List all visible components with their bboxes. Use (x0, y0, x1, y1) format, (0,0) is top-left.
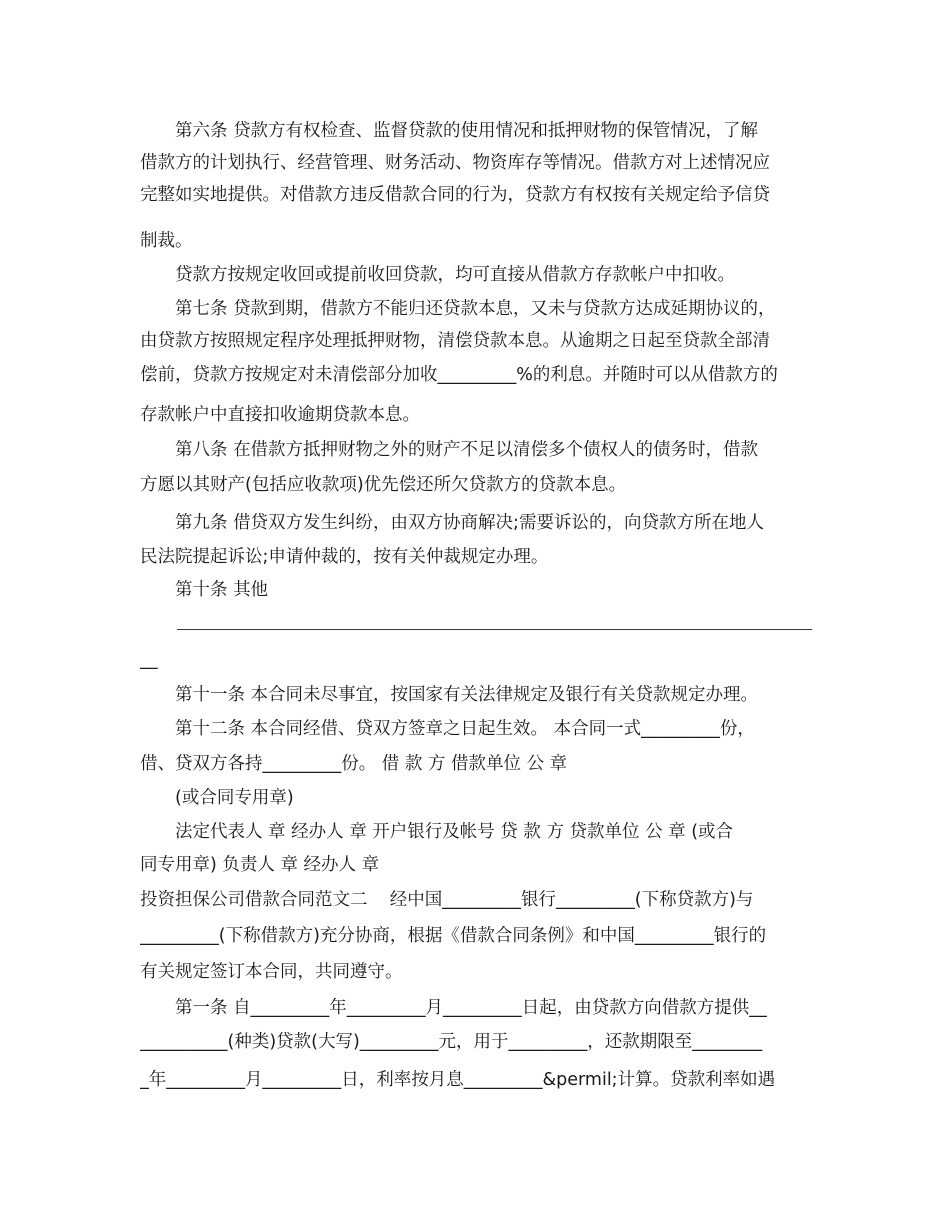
text-line: __________(种类)贷款(大写)_________元，用于_________，还款期限至________ (140, 1032, 763, 1052)
text-line: 借款方的计划执行、经营管理、财务活动、物资库存等情况。借款方对上述情况应 (140, 153, 770, 173)
text-line: 由贷款方按照规定程序处理抵押财物，清偿贷款本息。从逾期之日起至贷款全部清 (140, 331, 770, 351)
text-line: 偿前，贷款方按规定对未清偿部分加收_________%的利息。并随时可以从借款方的 (140, 365, 778, 385)
text-line: 第八条 在借款方抵押财物之外的财产不足以清偿多个债权人的债务时，借款 (175, 440, 759, 460)
text-line: __ (140, 650, 158, 670)
text-line: 借、贷双方各持_________份。 借 款 方 借款单位 公 章 (140, 754, 568, 774)
text-line: 贷款方按规定收回或提前收回贷款，均可直接从借款方存款帐户中扣收。 (175, 265, 735, 285)
text-line: 法定代表人 章 经办人 章 开户银行及帐号 贷 款 方 贷款单位 公 章 (或合 (175, 822, 734, 842)
text-line: 有关规定签订本合同，共同遵守。 (140, 962, 403, 982)
text-line: 完整如实地提供。对借款方违反借款合同的行为，贷款方有权按有关规定给予信贷 (140, 185, 770, 205)
text-line: 同专用章) 负责人 章 经办人 章 (140, 855, 380, 875)
text-line: (或合同专用章) (175, 788, 294, 808)
text-line: 存款帐户中直接扣收逾期贷款本息。 (140, 405, 420, 425)
text-line: 第十一条 本合同未尽事宜，按国家有关法律规定及银行有关贷款规定办理。 (175, 685, 759, 705)
text-line: 第十条 其他 (175, 580, 269, 600)
text-line: _________(下称借款方)充分协商，根据《借款合同条例》和中国_________银行的 (140, 926, 767, 946)
text-line: 民法院提起诉讼;申请仲裁的，按有关仲裁规定办理。 (140, 547, 549, 567)
text-line: _年_________月_________日，利率按月息_________&permil;计算。贷款利率如遇 (140, 1070, 776, 1090)
text-line: 第十二条 本合同经借、贷双方签章之日起生效。 本合同一式_________份， (175, 719, 755, 739)
text-line: 投资担保公司借款合同范文二 经中国_________银行_________(下称贷款方)与 (140, 890, 754, 910)
text-line: 制裁。 (140, 231, 193, 251)
text-line: 第一条 自_________年_________月_________日起，由贷款方向借款方提供__ (175, 998, 767, 1018)
text-line: 第九条 借贷双方发生纠纷，由双方协商解决;需要诉讼的，向贷款方所在地人 (175, 513, 764, 533)
text-line: 第六条 贷款方有权检查、监督贷款的使用情况和抵押财物的保管情况，了解 (175, 121, 759, 141)
text-line: 方愿以其财产(包括应收款项)优先偿还所欠贷款方的贷款本息。 (140, 475, 627, 495)
text-line: 第七条 贷款到期，借款方不能归还贷款本息，又未与贷款方达成延期协议的， (175, 299, 776, 319)
fill-in-rule (177, 629, 812, 630)
